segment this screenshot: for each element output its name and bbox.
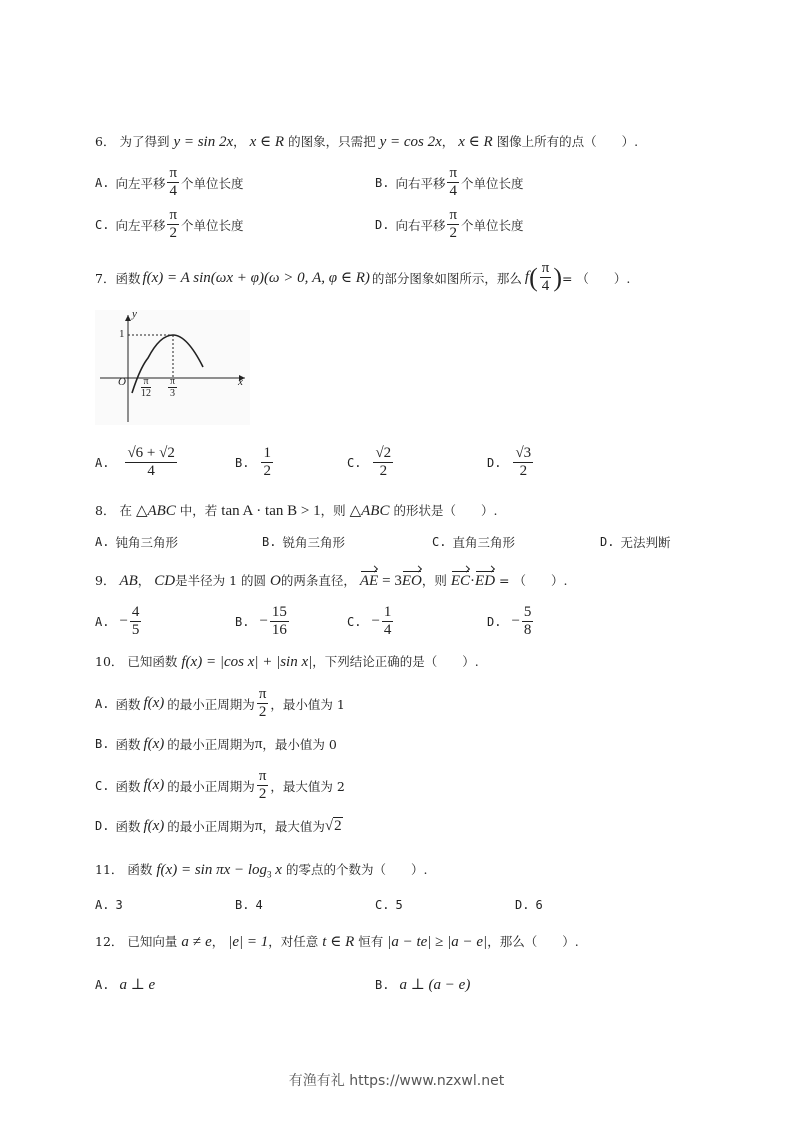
denominator: 2 (519, 463, 528, 479)
math-expr: t ∈ R (322, 934, 355, 950)
math-expr: a ⊥ e (119, 977, 156, 993)
denominator: 12 (141, 388, 151, 399)
option-label: C. (347, 455, 362, 470)
option-label: D. (487, 614, 502, 629)
vector-e: e (205, 934, 212, 950)
question-8-option-c[interactable] (432, 533, 515, 551)
question-11-stem (95, 860, 427, 880)
math-expr: f (524, 269, 530, 285)
option-text: 的最小正周期为 (167, 737, 255, 752)
minus-sign: − (259, 613, 268, 629)
question-7-option-c[interactable] (347, 445, 395, 480)
x-tick-pi-12 (137, 376, 155, 399)
question-number: 8． (95, 503, 116, 518)
option-text: ，最小值为 1 (270, 696, 345, 712)
stem-text: 的两条直径， (280, 573, 356, 588)
option-text: 向右平移 (395, 217, 446, 233)
stem-text: = （ ）. (499, 573, 568, 588)
option-label: D. (95, 819, 110, 833)
option-label: C. (375, 898, 390, 912)
question-6-stem (95, 132, 638, 151)
math-expr: f(x) (143, 735, 165, 752)
stem-text: 函数 (127, 862, 153, 877)
option-text: 6 (535, 898, 543, 912)
option-text: 4 (255, 898, 263, 912)
question-9-option-c[interactable] (347, 604, 395, 639)
denominator: 4 (449, 183, 457, 199)
paren-open: ( (529, 262, 538, 292)
fraction (257, 686, 269, 721)
numerator: √3 (515, 445, 532, 461)
question-12-option-b[interactable] (375, 975, 470, 994)
numerator: √2 (375, 445, 392, 461)
question-7-option-b[interactable] (235, 445, 275, 480)
question-10-option-d[interactable] (95, 817, 343, 835)
dot-operator: · (470, 573, 476, 589)
y-axis-label: y (132, 308, 137, 320)
question-7-option-d[interactable] (487, 445, 535, 480)
option-text: 锐角三角形 (282, 535, 345, 550)
math-expr: x (271, 862, 282, 878)
option-label: B. (95, 737, 110, 751)
x-tick-pi-3 (166, 376, 179, 399)
question-10-stem (95, 652, 479, 671)
denominator: 2 (258, 786, 267, 802)
math-expr: |e| = 1 (228, 934, 269, 950)
math-expr: CD (154, 573, 176, 589)
denominator: 2 (258, 704, 267, 720)
option-label: D. (375, 217, 390, 232)
math-expr: y = sin 2x (173, 134, 234, 150)
option-label: D. (600, 535, 615, 549)
math-expr: a ⊥ (a − e) (399, 977, 471, 993)
option-label: B. (375, 175, 390, 190)
numerator: 15 (271, 604, 287, 620)
question-9-option-b[interactable] (235, 604, 291, 639)
numerator: π (169, 207, 178, 223)
y-tick-label: 1 (119, 328, 125, 340)
question-6-option-d[interactable] (375, 207, 524, 242)
option-text: 向左平移 (115, 175, 166, 191)
question-10-option-c[interactable] (95, 768, 345, 803)
math-expr: |a − te| ≥ |a − e| (387, 934, 488, 950)
question-number: 9． (95, 573, 116, 588)
math-expr: △ABC (135, 503, 176, 519)
numerator: π (143, 376, 149, 387)
stem-text: ， (441, 134, 455, 149)
option-label: A. (95, 977, 110, 992)
question-11-option-d[interactable] (515, 898, 549, 912)
stem-text: 已知函数 (127, 654, 178, 669)
vector-eo: EO (401, 573, 422, 589)
math-expr: △ABC (349, 503, 390, 519)
math-expr: O (270, 573, 281, 589)
option-label: B. (235, 455, 250, 470)
fraction (139, 376, 153, 399)
stem-text: 函数 (115, 270, 141, 286)
denominator: 2 (379, 463, 388, 479)
x-axis-label: x (238, 376, 243, 388)
math-expr: ≠ (192, 934, 202, 950)
math-expr: f(x) = sin πx − log (156, 862, 268, 878)
question-8-stem (95, 501, 497, 520)
option-text: 个单位长度 (181, 217, 244, 233)
denominator: 8 (523, 622, 532, 638)
stem-text: 的形状是（ ）. (393, 503, 498, 518)
stem-text: = （ ）. (561, 270, 631, 286)
paren-close: ) (553, 262, 562, 292)
option-label: D. (487, 455, 502, 470)
denominator: 5 (131, 622, 140, 638)
option-label: B. (375, 977, 390, 992)
option-text: 的最小正周期为 (167, 778, 255, 794)
stem-text: 恒有 (358, 934, 384, 949)
stem-text: 的部分图象如图所示，那么 (371, 270, 522, 286)
option-text: 函数 (115, 778, 141, 794)
vector-a: a (181, 934, 189, 950)
math-expr: f(x) = A sin(ωx + φ)(ω > 0, A, φ ∈ R) (142, 270, 370, 286)
question-11-option-b[interactable] (235, 898, 269, 912)
math-expr: f(x) (143, 695, 165, 711)
option-text: 个单位长度 (461, 175, 524, 191)
log-base: 3 (267, 869, 272, 880)
fraction (167, 207, 179, 242)
stem-text: ，对任意 (268, 934, 319, 949)
option-label: B. (235, 898, 250, 912)
question-6-option-b[interactable] (375, 165, 524, 200)
minus-sign: − (371, 613, 380, 629)
numerator: 1 (263, 445, 271, 461)
footer-watermark[interactable]: 有渔有礼 https://www.nzxwl.net (288, 1073, 505, 1089)
stem-text: ， (233, 134, 246, 149)
stem-text: 的零点的个数为（ ）. (285, 862, 428, 877)
numerator: π (169, 165, 178, 181)
numerator: π (258, 686, 267, 702)
question-6-option-a[interactable] (95, 165, 244, 200)
question-9-option-d[interactable] (487, 604, 535, 639)
option-text: ，最大值为 (262, 819, 325, 834)
denominator: 3 (170, 388, 176, 399)
denominator: 4 (541, 278, 550, 294)
function-graph (95, 310, 250, 425)
question-9-stem (95, 571, 567, 590)
fraction (540, 260, 552, 295)
option-label: A. (95, 898, 110, 912)
option-text: 无法判断 (620, 535, 671, 550)
fraction (382, 604, 394, 639)
question-number: 6． (95, 134, 116, 149)
question-11-option-a[interactable] (95, 898, 129, 912)
math-expr: AB (119, 573, 138, 589)
numerator: √6 + √2 (127, 445, 175, 461)
question-12-option-a[interactable] (95, 975, 155, 994)
option-label: C. (432, 535, 447, 549)
option-label: B. (262, 535, 277, 549)
option-text: 的最小正周期为 (167, 819, 255, 834)
option-text: 函数 (115, 819, 141, 834)
denominator: 2 (449, 225, 457, 241)
question-7-option-a[interactable] (95, 445, 179, 480)
question-number: 11． (95, 862, 124, 877)
option-label: C. (347, 614, 362, 629)
option-text: 函数 (115, 737, 141, 752)
stem-text: 在 (119, 503, 132, 518)
vector-ae: AE (359, 573, 379, 589)
option-text: 函数 (115, 696, 141, 712)
math-expr: y = cos 2x (379, 134, 442, 150)
option-label: A. (95, 696, 110, 711)
option-label: A. (95, 535, 110, 549)
fraction (447, 165, 459, 200)
stem-text: ， (211, 934, 225, 949)
vector-ed: ED (475, 573, 496, 589)
numerator: 1 (383, 604, 392, 620)
minus-sign: − (511, 613, 520, 629)
math-expr: tan A · tan B > 1 (221, 503, 321, 519)
math-expr: f(x) (143, 777, 165, 793)
minus-sign: − (119, 613, 128, 629)
question-12-stem (95, 932, 579, 951)
stem-text: ，那么（ ）. (487, 934, 579, 949)
fraction (261, 445, 273, 480)
denominator: 4 (147, 463, 155, 479)
fraction (168, 376, 177, 399)
question-11-option-c[interactable] (375, 898, 409, 912)
option-label: D. (515, 898, 530, 912)
denominator: 2 (263, 463, 271, 479)
vector-ec: EC (450, 573, 471, 589)
option-label: A. (95, 614, 110, 629)
fraction (513, 445, 533, 480)
stem-text: ， (137, 573, 151, 588)
option-label: C. (95, 778, 110, 793)
numerator: π (449, 165, 458, 181)
fraction (257, 768, 269, 803)
stem-text: 是半径为 1 的圆 (175, 573, 267, 588)
numerator: 5 (523, 604, 532, 620)
sqrt-symbol: √ (324, 817, 334, 834)
origin-label: O (118, 376, 126, 388)
question-6-option-c[interactable] (95, 207, 244, 242)
numerator: π (170, 376, 176, 387)
stem-text: 图像上所有的点（ ）. (496, 134, 639, 149)
question-10-option-b[interactable] (95, 735, 337, 753)
numerator: π (541, 260, 550, 276)
math-expr: f(x) (143, 817, 165, 834)
question-number: 10． (95, 654, 124, 669)
question-8-option-b[interactable] (262, 533, 345, 551)
stem-text: 为了得到 (119, 134, 170, 149)
question-7-stem (95, 260, 630, 295)
fraction (522, 604, 534, 639)
sqrt-radicand: 2 (334, 818, 342, 834)
math-expr: x ∈ R (249, 134, 285, 150)
stem-text: 中，若 (179, 503, 218, 518)
fraction (270, 604, 289, 639)
question-10-option-a[interactable] (95, 686, 345, 721)
option-text: 个单位长度 (181, 175, 244, 191)
stem-text: 已知向量 (127, 934, 178, 949)
math-expr: x ∈ R (458, 134, 493, 150)
option-text: ，最大值为 2 (270, 778, 345, 794)
fraction (167, 165, 179, 200)
option-label: C. (95, 217, 110, 232)
fraction (130, 604, 142, 639)
option-label: A. (95, 175, 110, 190)
math-expr: f(x) = |cos x| + |sin x| (181, 654, 313, 670)
question-9-option-a[interactable] (95, 604, 143, 639)
fraction (373, 445, 393, 480)
option-label: A. (95, 455, 110, 470)
stem-text: ，则 (320, 503, 346, 518)
option-text: ，最小值为 0 (262, 737, 337, 752)
fraction (125, 445, 176, 480)
option-text: 5 (395, 898, 403, 912)
denominator: 16 (271, 622, 287, 638)
math-expr: = 3 (382, 573, 402, 589)
option-text: 向右平移 (395, 175, 446, 191)
math-expr: π (254, 817, 263, 834)
question-8-option-a[interactable] (95, 533, 178, 551)
option-text: 3 (115, 898, 123, 912)
denominator: 2 (169, 225, 177, 241)
stem-text: 的图象，只需把 (288, 134, 376, 149)
option-text: 钝角三角形 (115, 535, 178, 550)
option-text: 向左平移 (115, 217, 166, 233)
question-number: 12． (95, 934, 124, 949)
denominator: 4 (169, 183, 177, 199)
option-label: B. (235, 614, 250, 629)
question-number: 7． (95, 270, 116, 286)
numerator: π (258, 768, 267, 784)
option-text: 个单位长度 (461, 217, 524, 233)
stem-text: ，下列结论正确的是（ ）. (312, 654, 479, 669)
math-expr: π (254, 735, 263, 752)
fraction (447, 207, 459, 242)
numerator: 4 (131, 604, 140, 620)
stem-text: ，则 (421, 573, 447, 588)
option-text: 直角三角形 (452, 535, 515, 550)
numerator: π (449, 207, 458, 223)
question-8-option-d[interactable] (600, 533, 670, 551)
option-text: 的最小正周期为 (167, 696, 255, 712)
denominator: 4 (383, 622, 392, 638)
